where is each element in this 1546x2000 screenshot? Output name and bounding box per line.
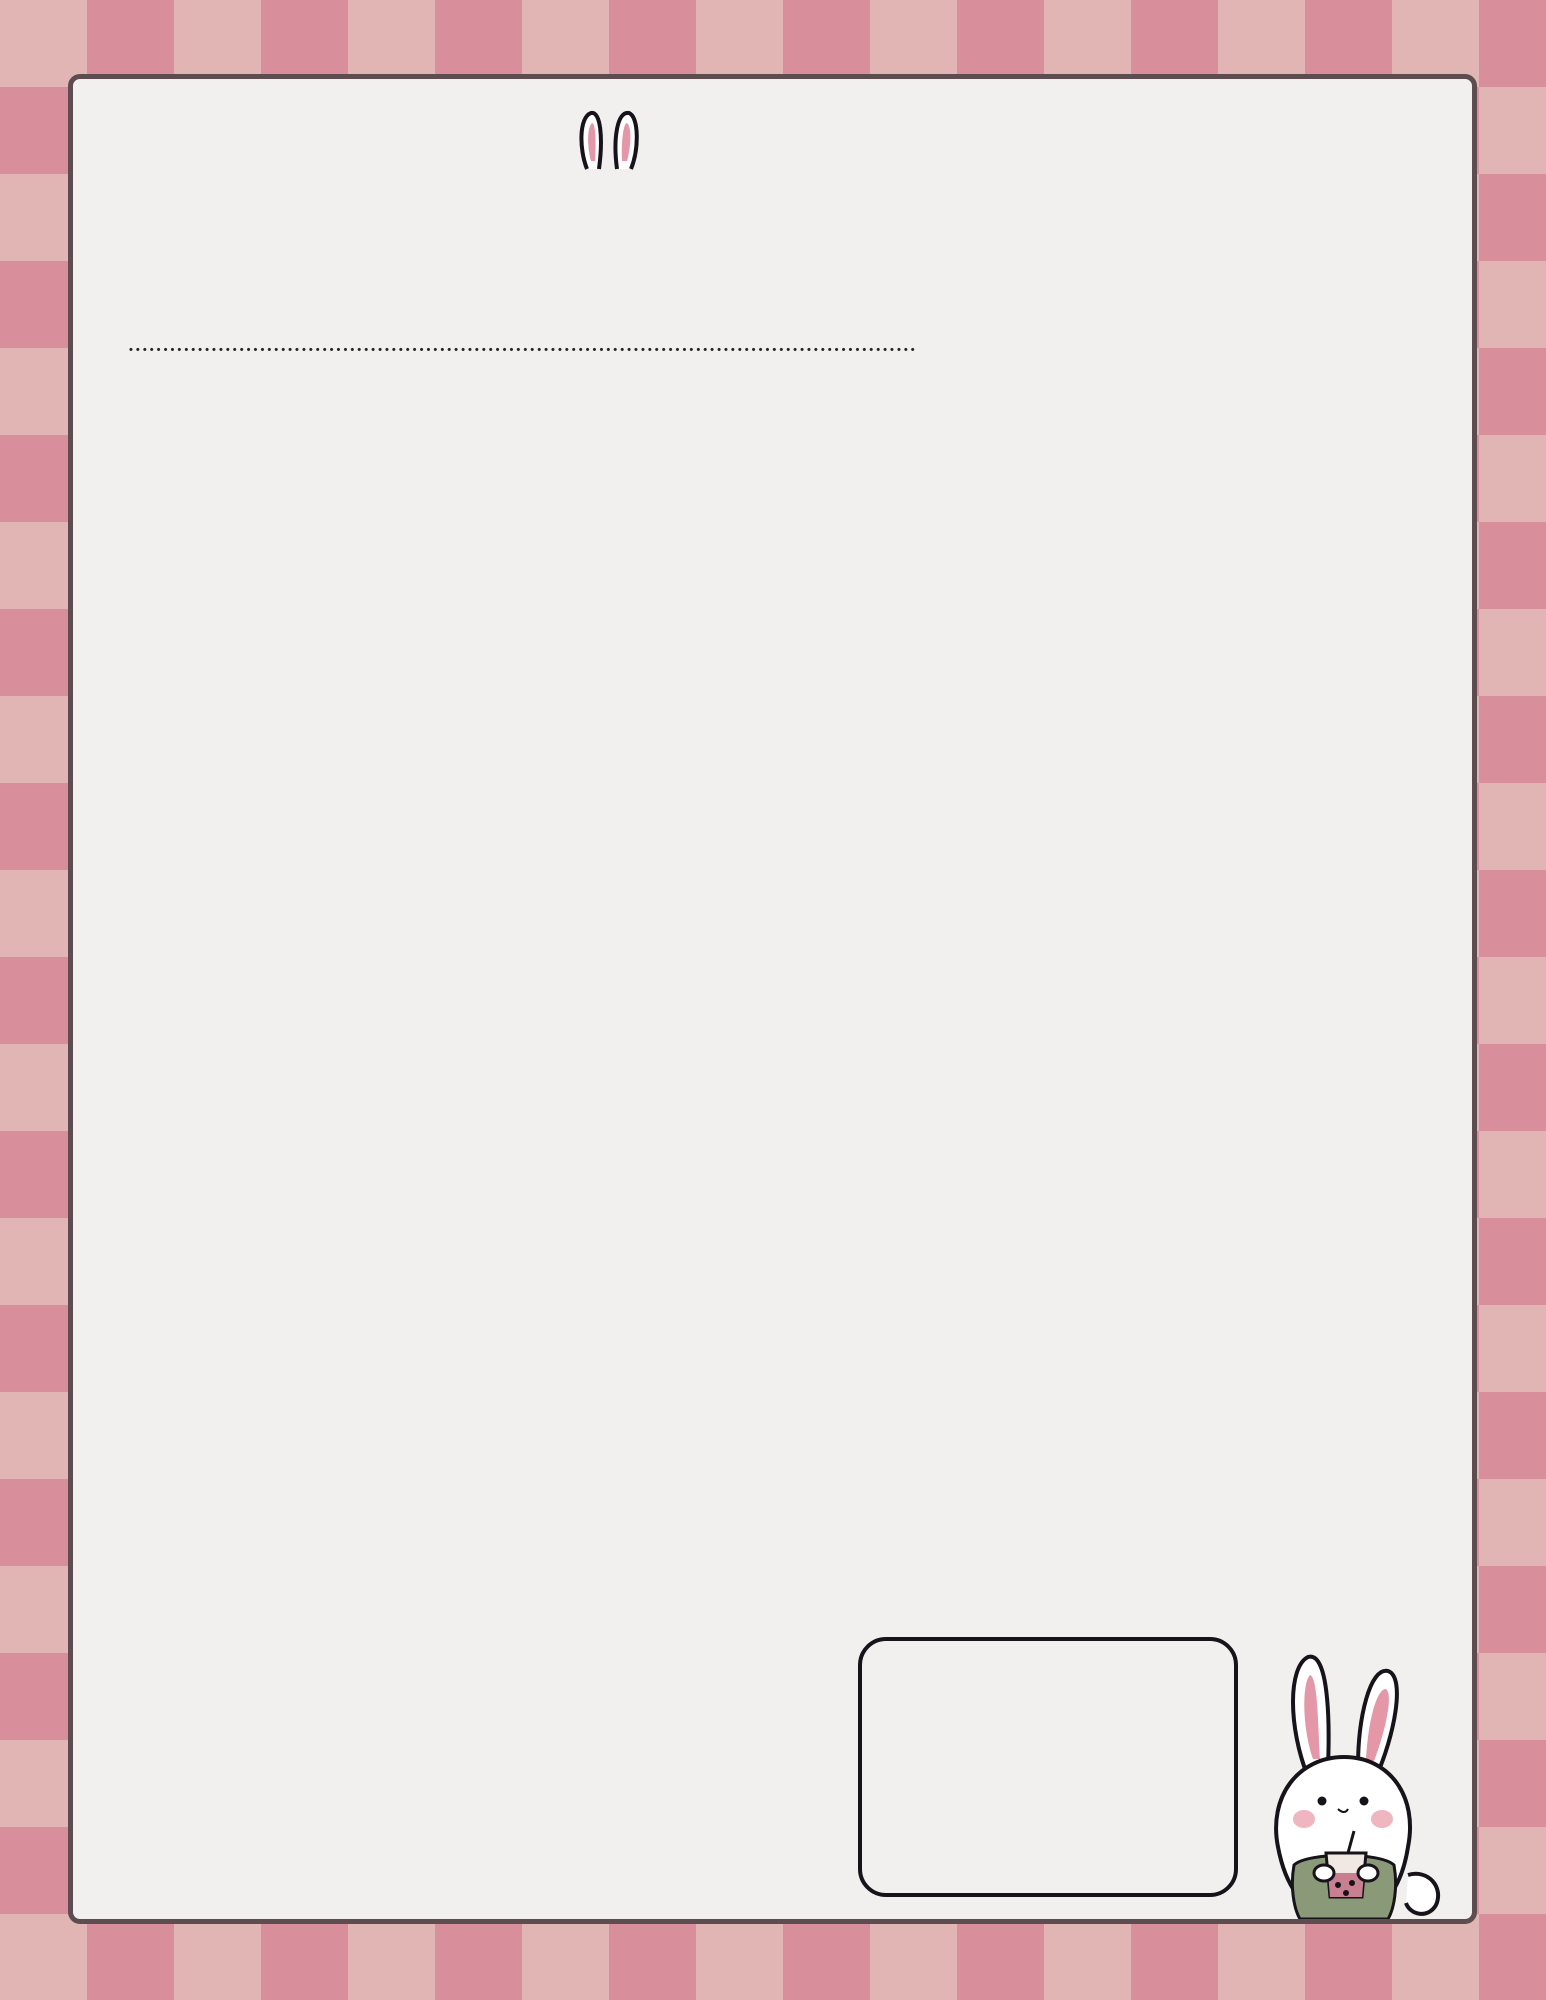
- left-column: [117, 257, 777, 363]
- right-column: [830, 257, 1440, 351]
- header: [73, 109, 1472, 239]
- menu-card: [68, 74, 1477, 1924]
- legend-box: [858, 1637, 1238, 1897]
- make-your-own: [117, 333, 777, 363]
- bunny-ears-icon: [577, 109, 641, 171]
- fruit-tea-section: [117, 333, 777, 363]
- bunny-holding-boba-icon: [1258, 1647, 1458, 1924]
